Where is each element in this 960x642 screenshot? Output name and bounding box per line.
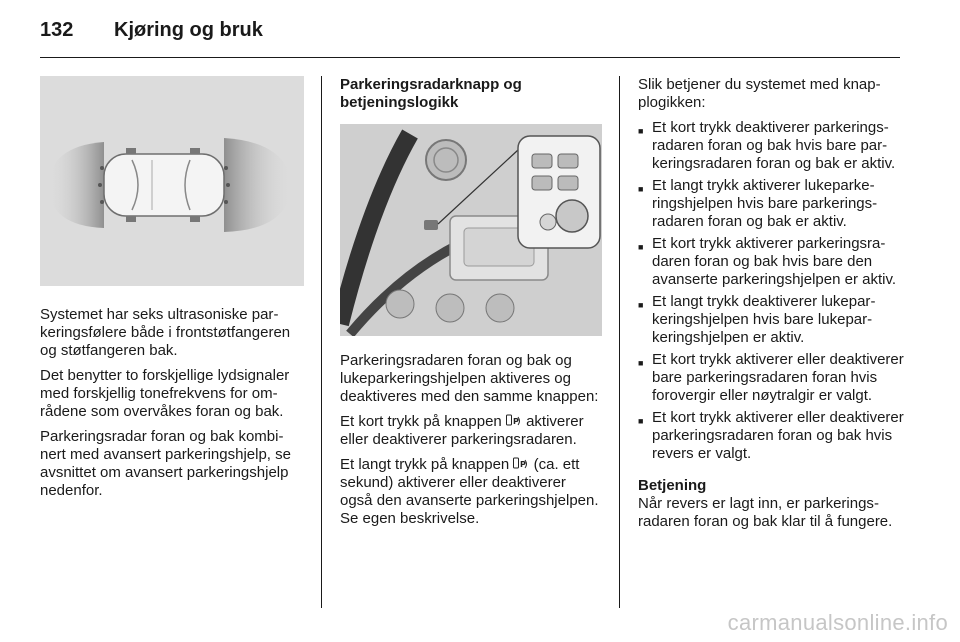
section-heading: Parkeringsradarknapp og betjeningslogikk — [340, 76, 522, 111]
paragraph: Parkeringsradar foran og bak kombinert med avansert parkeringshjelp, se avsnittet om avansert parkeringshjelp nedenfor. — [40, 428, 291, 499]
bullet-icon: ■ — [638, 358, 644, 368]
page-header — [40, 10, 900, 50]
list-item — [638, 235, 904, 289]
parking-sensor-zones-illustration — [40, 76, 304, 286]
list-item — [638, 119, 904, 173]
dashboard-icon — [340, 124, 602, 336]
paragraph — [340, 456, 602, 528]
list-item — [638, 409, 904, 463]
column-divider-1 — [321, 76, 322, 608]
list-item — [638, 351, 904, 405]
bullet-icon: ■ — [638, 126, 644, 136]
text-run: Et kort trykk på knappen — [340, 413, 506, 430]
watermark: carmanualsonline.info — [727, 610, 948, 635]
chapter-title: Kjøring og bruk — [114, 18, 263, 41]
paragraph: Systemet har seks ultrasoniske parkeringsfølere både i frontstøtfangeren og støtfangeren bak. — [40, 306, 291, 359]
column-3 — [638, 76, 904, 538]
list-item-text: Et langt trykk aktiverer lukeparkeringshjelpen hvis bare parkeringsradaren foran og bak er aktiv. — [652, 177, 878, 230]
dashboard-button-illustration — [340, 124, 602, 336]
paragraph: Parkeringsradaren foran og bak og lukeparkeringshjelpen aktiveres og deaktiveres med den samme knappen: — [340, 352, 599, 405]
parking-radar-button-icon — [513, 457, 529, 471]
svg-text:P: P — [512, 417, 519, 426]
svg-text:P: P — [520, 460, 527, 469]
bullet-icon: ■ — [638, 184, 644, 194]
list-item-text: Et kort trykk aktiverer parkeringsradaren foran og bak hvis bare den avanserte parkeringshjelpen er aktiv. — [652, 235, 897, 288]
bullet-icon: ■ — [638, 242, 644, 252]
text-run: (ca. ett sekund) aktiverer eller deaktiverer også den avanserte parkeringshjelpen. Se egen beskrivelse. — [340, 456, 599, 527]
list-item — [638, 293, 904, 347]
paragraph: Når revers er lagt inn, er parkeringsradaren foran og bak klar til å fungere. — [638, 495, 893, 530]
list-item-text: Et kort trykk aktiverer eller deaktiverer bare parkeringsradaren foran hvis forovergir eller nøytralgir er valgt. — [652, 351, 904, 404]
parking-radar-button-icon — [506, 414, 522, 428]
list-item — [638, 177, 904, 231]
paragraph: Slik betjener du systemet med knapplogikken: — [638, 76, 881, 111]
text-run: aktiverer eller deaktiverer parkeringsradaren. — [340, 413, 584, 448]
page-number: 132 — [40, 18, 74, 41]
bullet-icon: ■ — [638, 416, 644, 426]
bullet-icon: ■ — [638, 300, 644, 310]
header-rule — [40, 57, 900, 58]
text-run: Et langt trykk på knappen — [340, 456, 514, 473]
column-2 — [340, 76, 602, 535]
list-item-text: Et langt trykk deaktiverer lukeparkeringshjelpen hvis bare lukeparkeringshjelpen er aktiv. — [652, 293, 876, 346]
car-top-view-icon — [40, 76, 304, 286]
list-item-text: Et kort trykk aktiverer eller deaktiverer parkeringsradaren foran og bak hvis revers er valgt. — [652, 409, 904, 462]
subheading: Betjening — [638, 477, 707, 494]
column-divider-2 — [619, 76, 620, 608]
paragraph: Det benytter to forskjellige lydsignaler med forskjellig tonefrekvens for områdene som overvåkes foran og bak. — [40, 367, 290, 420]
list-item-text: Et kort trykk deaktiverer parkeringsradaren foran og bak hvis bare parkeringsradaren foran og bak er aktiv. — [652, 119, 896, 172]
column-1 — [40, 76, 304, 507]
paragraph — [340, 413, 602, 449]
